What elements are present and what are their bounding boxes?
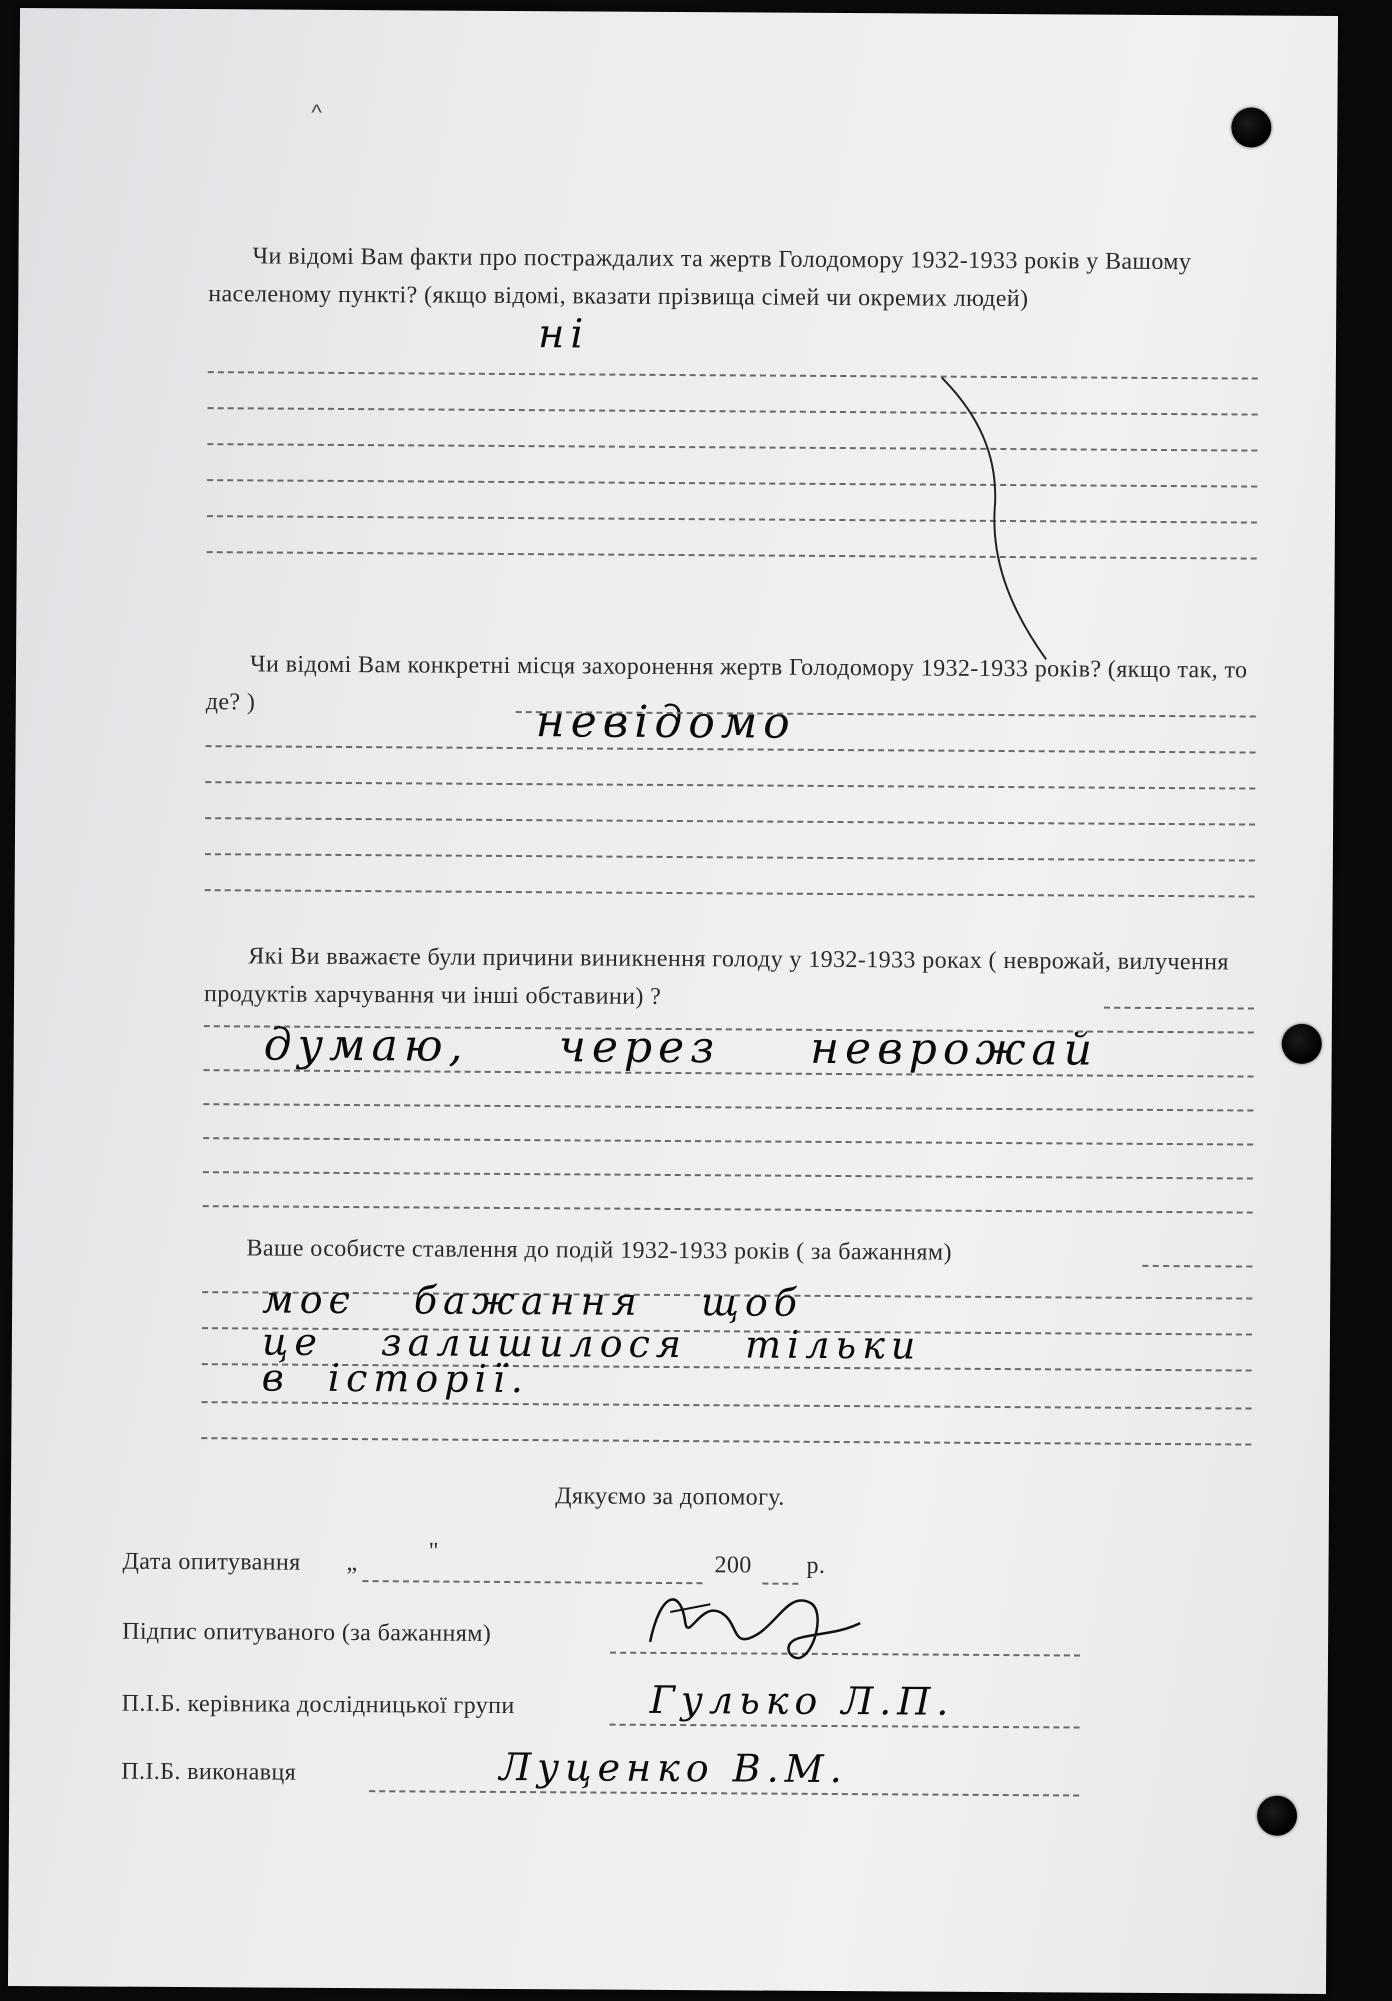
answer-line [1142, 1265, 1252, 1268]
document-sheet [8, 8, 1338, 1994]
answer-line [203, 1205, 1253, 1213]
punch-hole-top [1231, 107, 1271, 147]
date-quote-close: " [428, 1538, 439, 1565]
question-2-text: Чи відомі Вам конкретні місця захоронення жертв Голодомору 1932-1933 років? (якщо так, то де? ) [205, 651, 1248, 716]
answer-line [203, 1103, 1253, 1111]
answer-line [203, 1171, 1253, 1179]
answer-line [203, 1137, 1253, 1145]
answer-4-line-3: в історії. [261, 1355, 530, 1402]
answer-line [207, 443, 1257, 451]
answer-4-line-1: моє бажання щоб [262, 1277, 804, 1325]
research-head-line [610, 1724, 1080, 1729]
answer-line [207, 515, 1257, 523]
respondent-signature-label: Підпис опитуваного (за бажанням) [122, 1618, 492, 1647]
punch-hole-bottom [1257, 1796, 1297, 1836]
answer-line [202, 1401, 1252, 1409]
answer-line [205, 817, 1255, 825]
answer-line [207, 479, 1257, 487]
executor-line [369, 1790, 1079, 1796]
pen-stroke [936, 374, 1068, 665]
date-quote-open: „ [346, 1550, 358, 1577]
answer-2-handwritten: невідомо [535, 696, 796, 749]
answer-line [205, 889, 1255, 897]
question-1-text: Чи відомі Вам факти про постраждалих та жертв Голодомору 1932-1933 років у Вашому населеному пункті? (якщо відомі, вказати прізвища сімей чи окремих людей) [208, 243, 1192, 313]
answer-line [208, 371, 1258, 379]
research-head-label: П.І.Б. керівника дослідницької групи [121, 1690, 515, 1720]
date-suffix: р. [806, 1552, 826, 1579]
answer-line [207, 551, 1257, 559]
answer-3-handwritten: думаю, через неврожай [263, 1019, 1099, 1076]
answer-line [201, 1437, 1251, 1445]
research-head-handwritten: Гулько Л.П. [649, 1677, 955, 1724]
thanks-heading: Дякуємо за допомогу. [555, 1483, 785, 1511]
executor-handwritten: Луценко В.М. [499, 1744, 848, 1792]
top-mark: ^ [311, 99, 322, 125]
answer-line [205, 853, 1255, 861]
question-4-text: Ваше особисте ставлення до подій 1932-1933 років ( за бажанням) [246, 1235, 952, 1266]
answer-line [208, 407, 1258, 415]
executor-label: П.І.Б. виконавця [121, 1758, 297, 1786]
date-year: 200 [714, 1552, 752, 1579]
answer-4-line-2: це залишилося тільки [261, 1319, 922, 1368]
punch-hole-middle [1282, 1024, 1322, 1064]
answer-line [205, 781, 1255, 789]
respondent-signature [640, 1582, 870, 1663]
question-3-text: Які Ви вважаєте були причини виникнення голоду у 1932-1933 роках ( неврожай, вилучення продуктів харчування чи інші обставини) ? [203, 943, 1229, 1010]
date-label: Дата опитування [122, 1548, 301, 1576]
answer-1-handwritten: ні [537, 311, 590, 358]
